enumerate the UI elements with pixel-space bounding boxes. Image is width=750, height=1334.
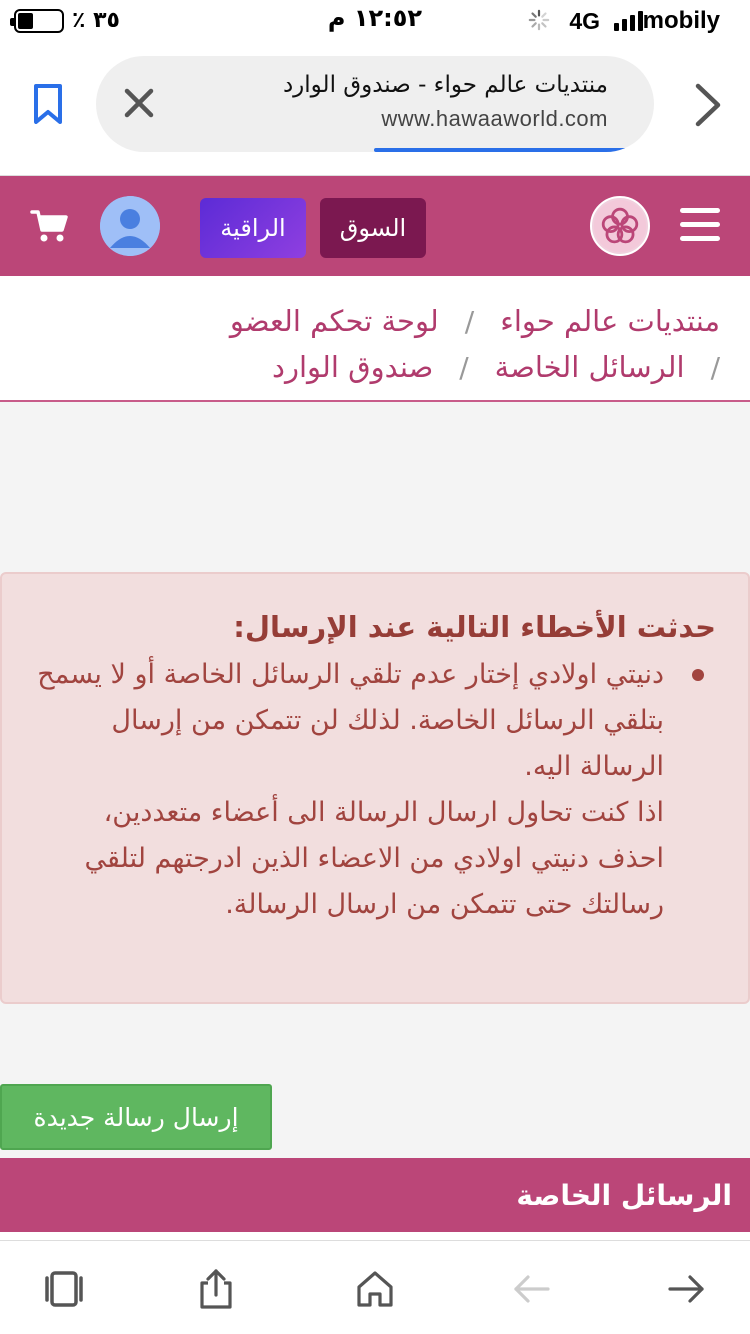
- main-content: [0, 402, 750, 1158]
- error-message-2: اذا كنت تحاول ارسال الرسالة الى أعضاء متعددين، احذف دنيتي اولادي من الاعضاء الذين ادرجتهم لتلقي رسالتك حتى تتمكن من ارسال الرسالة.: [84, 797, 664, 920]
- breadcrumb-separator: /: [459, 350, 469, 384]
- error-item: [34, 652, 716, 928]
- back-arrow-icon[interactable]: [512, 1269, 552, 1309]
- address-bar[interactable]: [96, 56, 654, 152]
- breadcrumb-link-inbox[interactable]: صندوق الوارد: [272, 350, 434, 384]
- close-icon[interactable]: [122, 86, 156, 120]
- battery-percent: ٪ ٣٥: [72, 8, 120, 33]
- browser-url-row: [0, 40, 750, 176]
- browser-toolbar: [0, 1240, 750, 1334]
- page-domain: www.hawaaworld.com: [381, 106, 608, 131]
- error-list: [34, 652, 716, 928]
- souq-button[interactable]: السوق: [320, 198, 426, 258]
- breadcrumb-link-forums[interactable]: منتديات عالم حواء: [500, 304, 720, 338]
- breadcrumb-separator: /: [710, 350, 720, 384]
- avatar-icon[interactable]: [100, 196, 160, 256]
- error-message-1: دنيتي اولادي إختار عدم تلقي الرسائل الخاصة أو لا يسمح بتلقي الرسائل الخاصة. لذلك لن تتمكن من إرسال الرسالة اليه.: [37, 659, 664, 782]
- menu-icon[interactable]: [680, 208, 720, 242]
- battery-group: [14, 8, 120, 33]
- new-message-button[interactable]: إرسال رسالة جديدة: [0, 1084, 272, 1150]
- error-title: حدثت الأخطاء التالية عند الإرسال:: [233, 610, 716, 644]
- clock: ١٢:٥٢ م: [327, 4, 423, 32]
- bullet-icon: [692, 669, 704, 681]
- cart-icon[interactable]: [30, 208, 70, 244]
- network-type: 4G: [569, 8, 600, 34]
- loading-progress-bar: [374, 148, 636, 152]
- share-icon[interactable]: [196, 1269, 236, 1309]
- page-title: منتديات عالم حواء - صندوق الوارد: [282, 72, 608, 98]
- flower-logo[interactable]: [590, 196, 650, 256]
- carrier-name: mobily: [642, 7, 720, 34]
- breadcrumb-link-control-panel[interactable]: لوحة تحكم العضو: [229, 304, 439, 338]
- breadcrumb-link-private-messages[interactable]: الرسائل الخاصة: [494, 350, 685, 384]
- raqia-button[interactable]: الراقية: [200, 198, 306, 258]
- status-bar: [0, 0, 750, 40]
- battery-icon: [14, 9, 64, 33]
- chevron-right-icon[interactable]: [690, 82, 726, 128]
- tabs-icon[interactable]: [44, 1269, 84, 1309]
- site-header: [0, 176, 750, 276]
- error-alert: [0, 572, 750, 1004]
- breadcrumb-separator: /: [464, 304, 475, 338]
- home-icon[interactable]: [355, 1269, 395, 1309]
- bookmark-icon[interactable]: [32, 84, 64, 124]
- forward-arrow-icon[interactable]: [666, 1269, 706, 1309]
- breadcrumb: [0, 276, 750, 402]
- private-messages-header: الرسائل الخاصة: [0, 1158, 750, 1232]
